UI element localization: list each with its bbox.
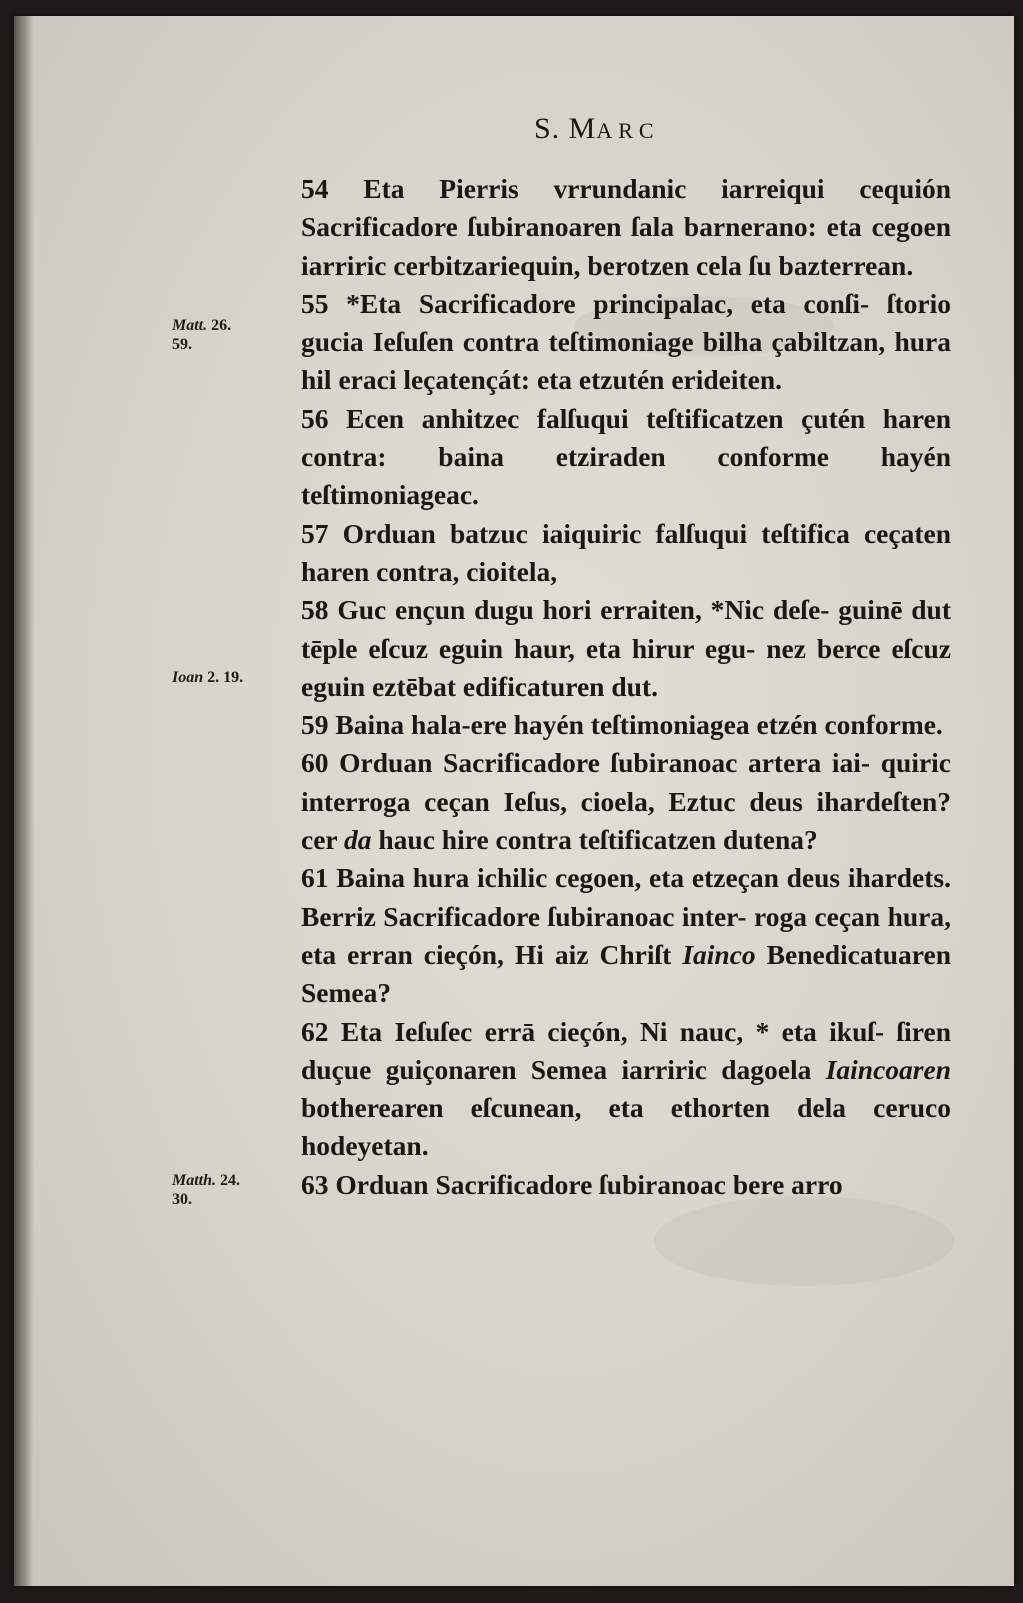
verse-number: 55 bbox=[301, 287, 329, 319]
page-binding-edge bbox=[14, 16, 34, 1586]
margin-ref-book: Matth. bbox=[172, 1172, 217, 1189]
margin-ref-book: Ioan bbox=[172, 669, 204, 686]
verse-text: Baina hala-ere hayén teſtimoniagea etzén conforme. bbox=[335, 709, 943, 741]
running-head bbox=[534, 112, 660, 146]
verse-text: hauc hire contra teſtificatzen dutena? bbox=[378, 824, 818, 856]
verse-text: Guc ençun dugu hori erraiten, *Nic deſe- guinē dut tēple eſcuz eguin haur, eta hirur egu- nez berce eſcuz eguin eztēbat edificaturen dut. bbox=[301, 594, 952, 702]
margin-ref-book: Matt. bbox=[172, 317, 208, 334]
verse-58 bbox=[301, 591, 951, 706]
verse-text: Ecen anhitzec falſuqui teſtificatzen çutén haren contra: baina etziraden conforme hayén teſtimoniageac. bbox=[301, 402, 952, 511]
body-text bbox=[301, 170, 951, 1204]
verse-text: Eta Pierris vrrundanic iarreiqui cequión Sacrificadore ſubiranoaren ſala barnerano: eta cegoen iarriric cerbitzariequin, berotzen cela ſu bazterrean. bbox=[301, 173, 952, 281]
verse-text: Orduan batzuc iaiquiric falſuqui teſtifica ceçaten haren contra, cioitela, bbox=[301, 517, 951, 587]
margin-reference bbox=[172, 668, 243, 687]
running-head-prefix: S. M bbox=[534, 112, 597, 145]
verse-italic-word: da bbox=[344, 824, 372, 856]
verse-text: Benedicatuaren Semea? bbox=[301, 938, 952, 1009]
running-head-rest: ARC bbox=[596, 118, 660, 143]
verse-text: Orduan Sacrificadore ſubiranoac bere arro bbox=[335, 1168, 843, 1200]
margin-ref-number: 24. bbox=[220, 1172, 241, 1189]
verse-number: 63 bbox=[301, 1168, 329, 1200]
verse-italic-word: Iaincoaren bbox=[825, 1053, 952, 1085]
verse-number: 62 bbox=[301, 1015, 329, 1047]
margin-reference bbox=[172, 1171, 240, 1209]
verse-57 bbox=[301, 515, 951, 592]
verse-number: 57 bbox=[301, 517, 329, 549]
margin-ref-number: 26. bbox=[211, 317, 232, 334]
verse-63 bbox=[301, 1166, 951, 1204]
verse-text: Baina hura ichilic cegoen, eta etzeçan deus ihardets. Berriz Sacrificadore ſubiranoac inter- roga ceçan hura, eta erran cieçón, Hi aiz Chriſt bbox=[301, 862, 951, 970]
verse-number: 60 bbox=[301, 747, 329, 779]
verse-italic-word: Iainco bbox=[682, 938, 756, 970]
verse-61 bbox=[301, 859, 951, 1012]
verse-55 bbox=[301, 285, 951, 400]
margin-reference bbox=[172, 316, 231, 354]
verse-number: 59 bbox=[301, 709, 329, 741]
verse-text: Orduan Sacrificadore ſubiranoac artera iai- quiric interroga ceçan Ieſus, cioela, Eztuc deus ihardeſten? cer bbox=[301, 747, 952, 856]
verse-text: *Eta Sacrificadore principalac, eta conſi- ſtorio gucia Ieſuſen contra teſtimoniage bilha çabiltzan, hura hil eraci leçatençát: eta etzutén erideiten. bbox=[301, 287, 951, 396]
verse-number: 54 bbox=[301, 173, 329, 204]
verse-text: botherearen eſcunean, eta ethorten dela ceruco hodeyetan. bbox=[301, 1092, 951, 1162]
verse-59 bbox=[301, 706, 951, 744]
verse-56 bbox=[301, 400, 951, 515]
verse-text: Eta Ieſuſec errā cieçón, Ni nauc, * eta ikuſ- ſiren duçue guiçonaren Semea iarriric dagoela bbox=[301, 1015, 951, 1085]
verse-number: 56 bbox=[301, 402, 329, 434]
verse-60 bbox=[301, 744, 951, 859]
book-page bbox=[14, 16, 1014, 1586]
margin-ref-continuation: 30. bbox=[172, 1191, 192, 1208]
bleed-through-mark bbox=[654, 1196, 954, 1286]
margin-ref-number: 2. 19. bbox=[207, 669, 244, 686]
verse-number: 61 bbox=[301, 862, 329, 894]
margin-ref-continuation: 59. bbox=[172, 336, 192, 353]
verse-number: 58 bbox=[301, 594, 329, 626]
verse-54 bbox=[301, 170, 951, 285]
verse-62 bbox=[301, 1013, 951, 1166]
